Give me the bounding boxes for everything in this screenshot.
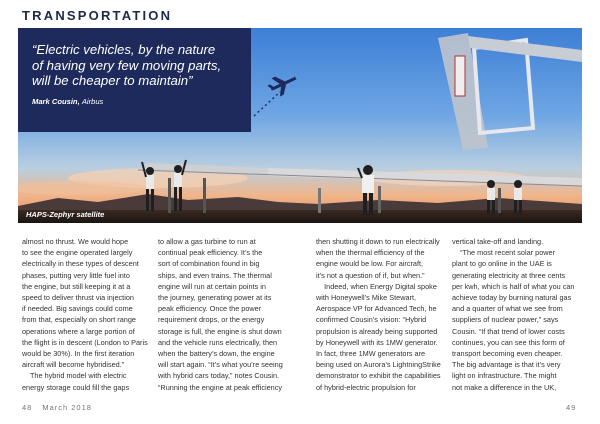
quote-author: Mark Cousin, xyxy=(32,96,80,106)
body-text-line: would be 30%). In the first iteration xyxy=(22,349,135,359)
body-text-line: “The most recent solar power xyxy=(452,248,556,258)
body-text-line: achieve today by burning natural gas xyxy=(452,293,572,303)
body-text-line: requirement drops, or the energy xyxy=(158,315,265,325)
body-column-1 xyxy=(22,236,154,393)
body-text-line: not make a difference in the UK, xyxy=(452,382,557,392)
body-text-line: suppliers of nuclear power,” says xyxy=(452,315,559,325)
body-text-line: demonstrator to exhibit the capabilities xyxy=(316,371,441,381)
body-text-line: then shutting it down to run electrically xyxy=(316,237,440,246)
body-column-2 xyxy=(158,236,290,393)
pull-quote-text xyxy=(32,42,241,89)
body-text-line: confirmed Cousin’s vision: “Hybrid xyxy=(316,315,427,325)
body-text-line: the engine, but still keeping it at a xyxy=(22,281,131,291)
body-text-line: sort of combination found in big xyxy=(158,259,260,269)
issue-date: March 2018 xyxy=(42,403,92,412)
body-text-line: the flight is in descent (London to Paris xyxy=(22,337,148,347)
body-text-line: generating electricity at three cents xyxy=(452,270,566,280)
body-text-line: continual peak efficiency. It’s the xyxy=(158,248,263,258)
body-text-line: aircraft will become hybridised.” xyxy=(22,360,125,370)
body-column-4 xyxy=(452,236,584,393)
body-text-line: per kwh, which is half of what you can xyxy=(452,281,575,291)
body-text-line: light on infrastructure. The might xyxy=(452,371,557,381)
body-text-line: Cousin. “If that trend of lower costs xyxy=(452,326,565,336)
body-text-line: when the thermal efficiency of the xyxy=(316,248,425,258)
body-text-line: when the battery’s down, the engine xyxy=(158,349,275,359)
body-text-line: speed to deliver thrust via injection xyxy=(22,293,134,303)
body-text-line: with hybrid cars today,” notes Cousin. xyxy=(158,371,280,381)
body-text-line: operations where a large portion of xyxy=(22,326,135,336)
page-number-left: 48 xyxy=(22,403,33,412)
body-text-line: The hybrid model with electric xyxy=(22,371,127,381)
body-text-line: engine will run at certain points in xyxy=(158,281,266,291)
body-text-line: will start again. “It’s what you’re seeing xyxy=(158,360,283,370)
body-text-line: it’s not a question of if, but when.” xyxy=(316,270,425,280)
body-text-line: to see the engine operated largely xyxy=(22,248,133,258)
body-text-line: energy storage could fill the gaps xyxy=(22,382,130,392)
body-text-line: “Running the engine at peak efficiency xyxy=(158,382,282,392)
body-text-line: phases, putting very little fuel into xyxy=(22,270,130,280)
pull-quote-line: will be cheaper to maintain” xyxy=(32,73,193,88)
body-text-line: being used on Aurora’s LightningStrike xyxy=(316,360,441,370)
body-text-line: of hybrid-electric propulsion for xyxy=(316,382,416,392)
body-text-line: and a quarter of what we see from xyxy=(452,304,563,314)
body-text-line: propulsion is already being supported xyxy=(316,326,438,336)
body-text-line: transport becoming even cheaper. xyxy=(452,349,563,359)
body-text-line: the journey, generating power at its xyxy=(158,293,272,303)
body-text-line: almost no thrust. We would hope xyxy=(22,237,129,246)
body-text-line: In fact, three 1MW generators are xyxy=(316,349,426,359)
body-text-line: vertical take-off and landing. xyxy=(452,237,544,246)
body-text-line: Aerospace VP for Advanced Tech, he xyxy=(316,304,437,314)
body-text-line: and the vehicle runs electrically, then xyxy=(158,337,278,347)
body-text-line: by Honeywell with its 1MW generator. xyxy=(316,337,438,347)
body-text-line: plant to go online in the UAE is xyxy=(452,259,552,269)
body-column-3 xyxy=(316,236,448,393)
pull-quote-line: “Electric vehicles, by the nature xyxy=(32,42,216,57)
body-text-line: storage is full, the engine is shut down xyxy=(158,326,282,336)
photo-caption: HAPS-Zephyr satellite xyxy=(26,210,105,219)
pull-quote-line: of having very few moving parts, xyxy=(32,57,222,73)
body-text-line: from that, especially on short range xyxy=(22,315,136,325)
section-title: TRANSPORTATION xyxy=(22,8,173,23)
body-text-line: to allow a gas turbine to run at xyxy=(158,237,256,246)
pull-quote-attribution xyxy=(32,97,241,106)
body-text-line: continues, you can see this form of xyxy=(452,337,565,347)
body-text-line: ships, and even trains. The thermal xyxy=(158,270,272,280)
body-text-line: if needed. Big savings could come xyxy=(22,304,133,314)
body-text-line: with Honeywell’s Mike Stewart, xyxy=(316,293,417,303)
footer-left xyxy=(22,403,92,412)
body-text-line: The big advantage is that it’s very xyxy=(452,360,561,370)
page-number-right: 49 xyxy=(566,403,577,412)
body-text-line: Indeed, when Energy Digital spoke xyxy=(316,281,437,291)
pull-quote xyxy=(18,28,251,132)
quote-organization: Airbus xyxy=(81,96,104,106)
body-text-line: engine would be low. For aircraft, xyxy=(316,259,424,269)
body-text-line: electrically in these types of descent xyxy=(22,259,139,269)
body-text-line: peak efficiency. Once the power xyxy=(158,304,262,314)
